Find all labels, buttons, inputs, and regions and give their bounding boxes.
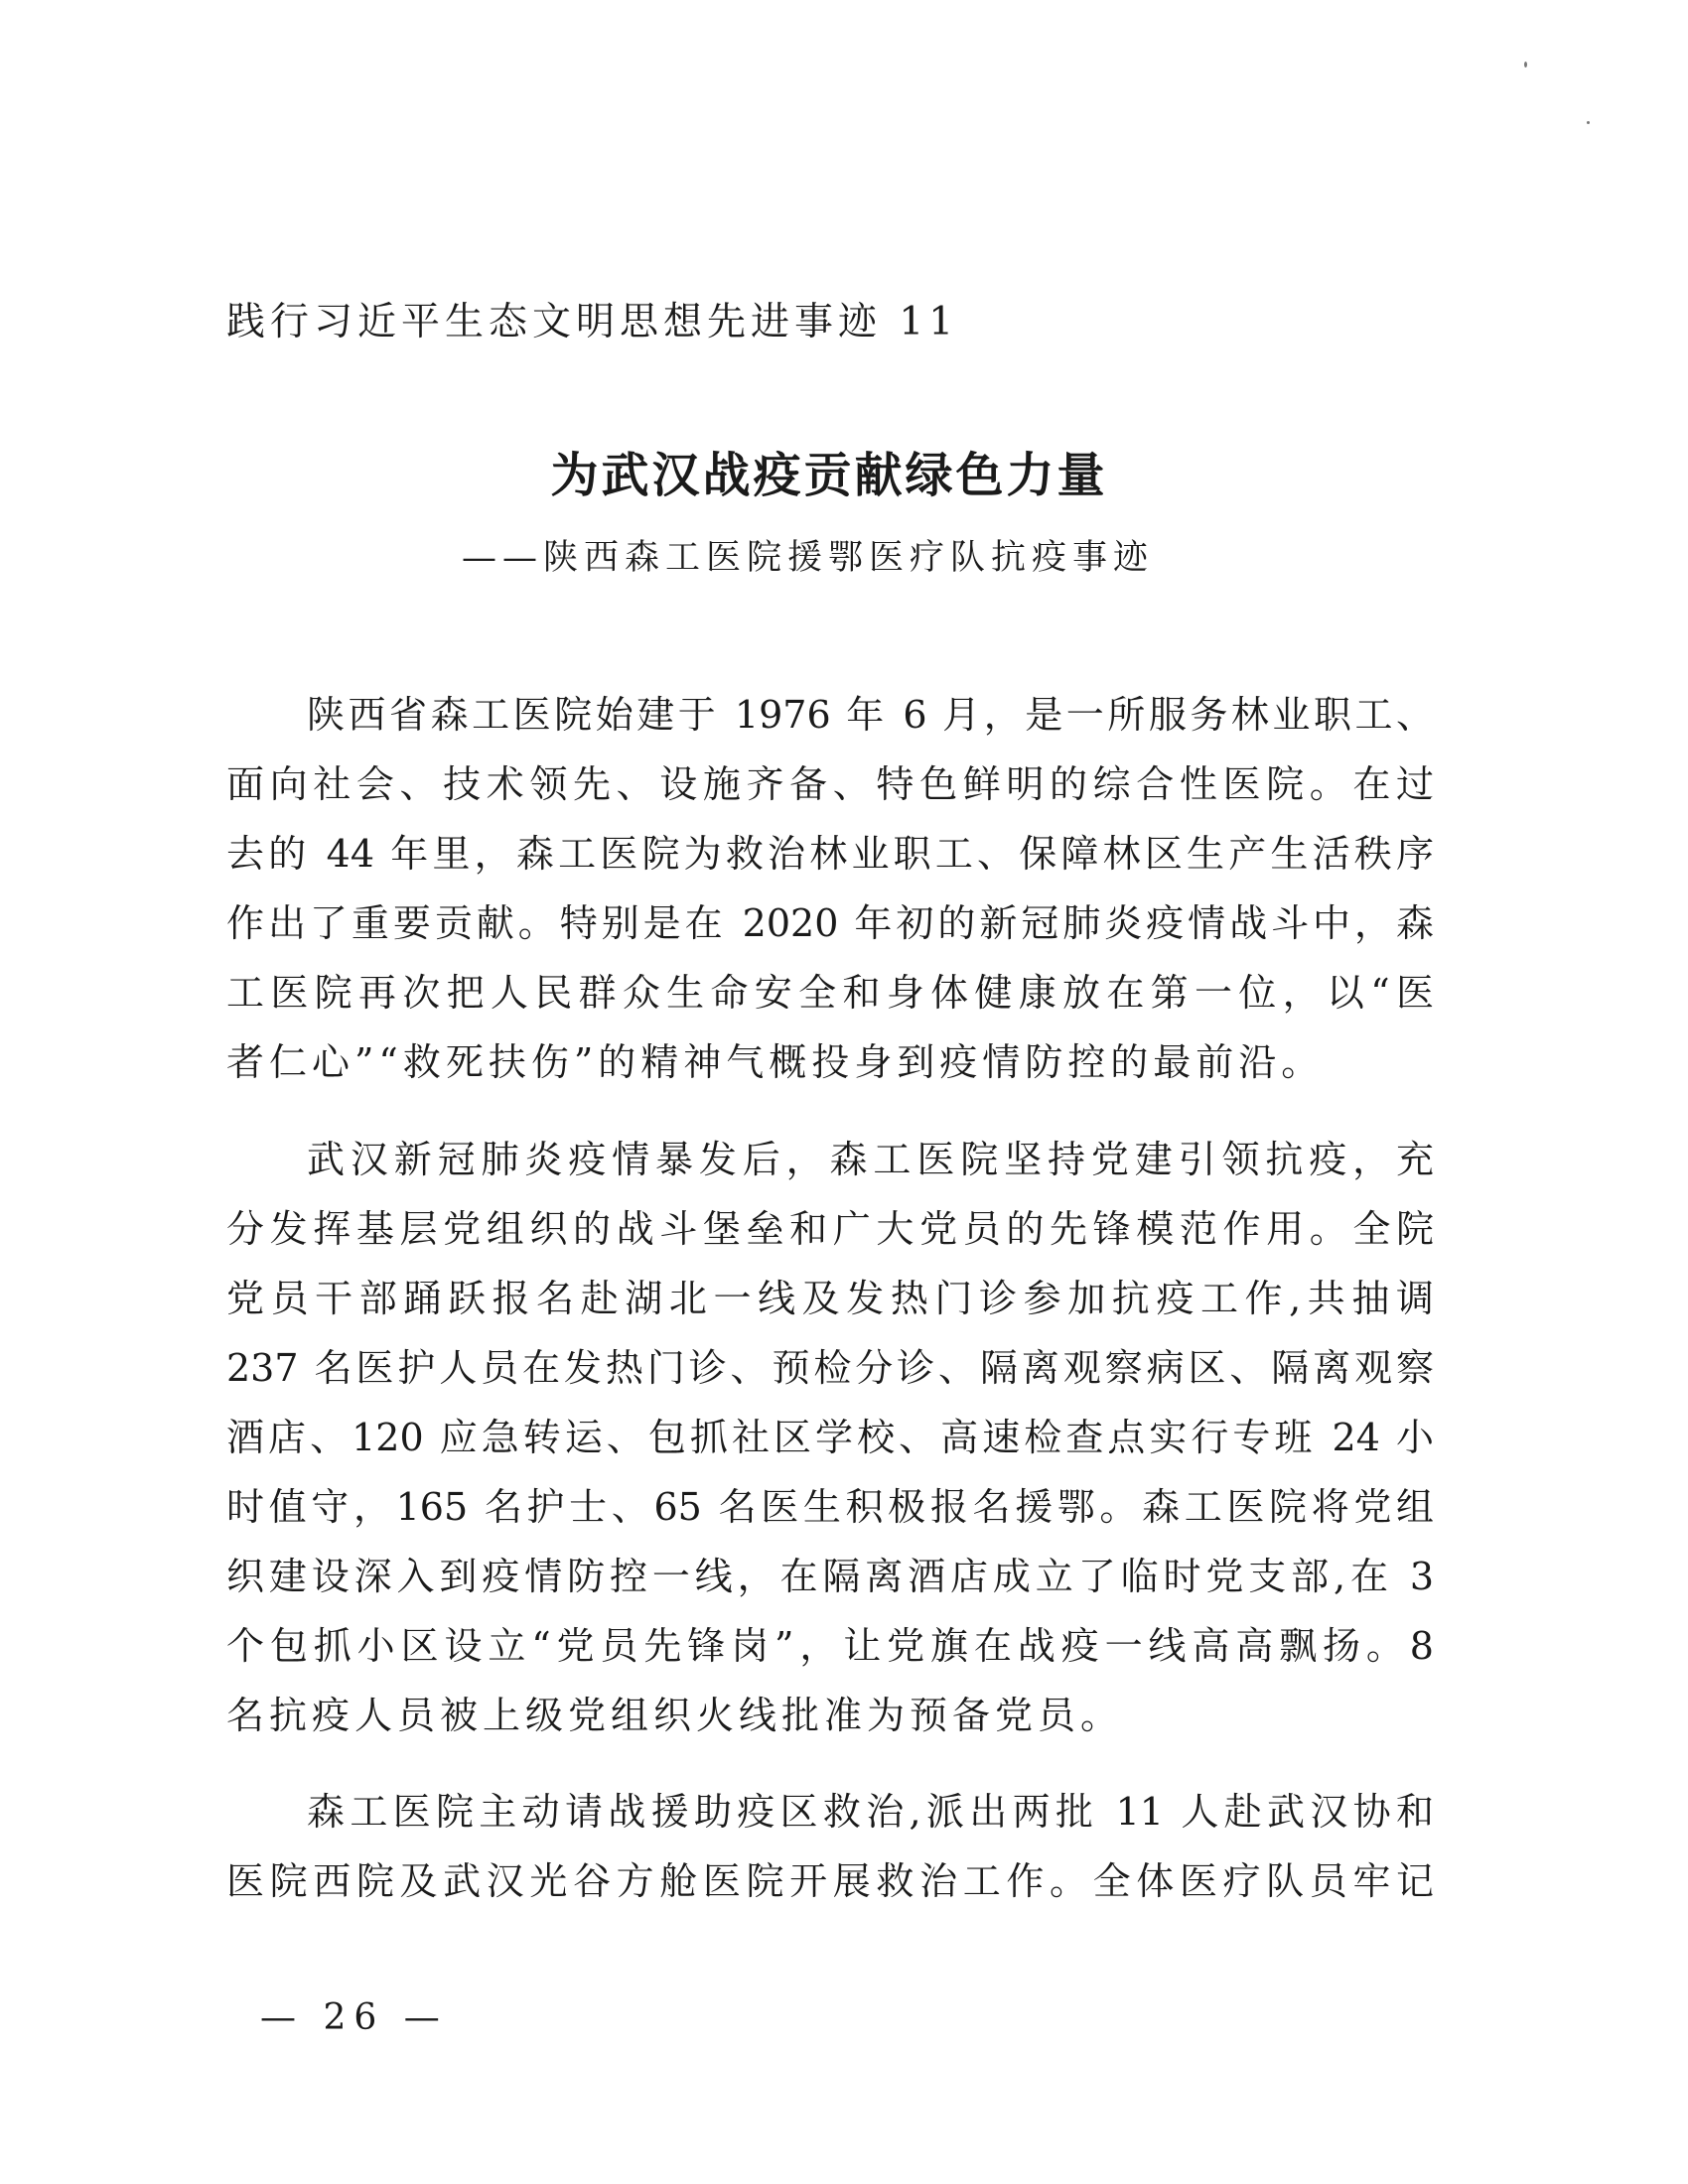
text-line: 去的 44 年里，森工医院为救治林业职工、保障林区生产生活秩序 bbox=[226, 832, 1434, 876]
page-number: — 26 — bbox=[260, 1997, 448, 2038]
series-label: 践行习近平生态文明思想先进事迹 11 bbox=[226, 300, 959, 344]
text-line: 时值守，165 名护士、65 名医生积极报名援鄂。森工医院将党组 bbox=[226, 1485, 1434, 1529]
text-line: 面向社会、技术领先、设施齐备、特色鲜明的综合性医院。在过 bbox=[226, 762, 1434, 806]
text-line: 分发挥基层党组织的战斗堡垒和广大党员的先锋模范作用。全院 bbox=[226, 1207, 1434, 1251]
text-line: 作出了重要贡献。特别是在 2020 年初的新冠肺炎疫情战斗中，森 bbox=[226, 901, 1434, 945]
text-line: 森工医院主动请战援助疫区救治,派出两批 11 人赴武汉协和 bbox=[307, 1790, 1434, 1834]
text-line: 工医院再次把人民群众生命安全和身体健康放在第一位，以“医 bbox=[226, 971, 1434, 1015]
text-line: 者仁心”“救死扶伤”的精神气概投身到疫情防控的最前沿。 bbox=[226, 1040, 1325, 1084]
article-title: 为武汉战疫贡献绿色力量 bbox=[550, 448, 1108, 503]
text-line: 个包抓小区设立“党员先锋岗”，让党旗在战疫一线高高飘扬。8 bbox=[226, 1624, 1434, 1668]
text-line: 医院西院及武汉光谷方舱医院开展救治工作。全体医疗队员牢记 bbox=[226, 1859, 1434, 1903]
text-line: 武汉新冠肺炎疫情暴发后，森工医院坚持党建引领抗疫，充 bbox=[307, 1138, 1434, 1181]
article-subtitle: ——陕西森工医院援鄂医疗队抗疫事迹 bbox=[462, 538, 1155, 578]
scan-mark bbox=[1587, 121, 1590, 124]
text-line: 名抗疫人员被上级党组织火线批准为预备党员。 bbox=[226, 1694, 1124, 1737]
scan-mark bbox=[1524, 62, 1527, 68]
text-line: 237 名医护人员在发热门诊、预检分诊、隔离观察病区、隔离观察 bbox=[226, 1346, 1434, 1390]
text-line: 酒店、120 应急转运、包抓社区学校、高速检查点实行专班 24 小 bbox=[226, 1416, 1434, 1459]
text-line: 陕西省森工医院始建于 1976 年 6 月，是一所服务林业职工、 bbox=[307, 693, 1434, 737]
text-line: 织建设深入到疫情防控一线，在隔离酒店成立了临时党支部,在 3 bbox=[226, 1555, 1434, 1598]
text-line: 党员干部踊跃报名赴湖北一线及发热门诊参加抗疫工作,共抽调 bbox=[226, 1277, 1434, 1320]
